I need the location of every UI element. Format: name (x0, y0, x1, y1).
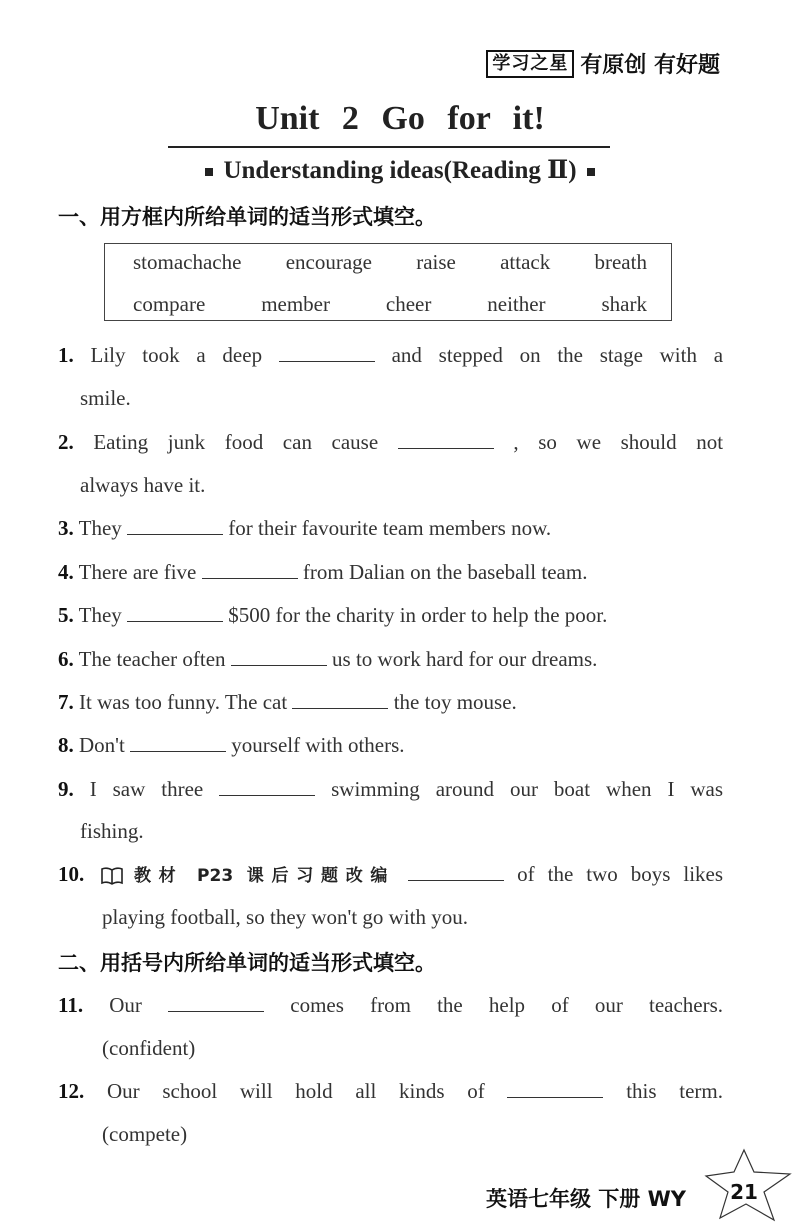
question-text: , so we should not (513, 430, 724, 454)
answer-blank[interactable] (127, 514, 223, 535)
question-number: 11. (58, 993, 84, 1017)
question-text: swimming around our boat when I was (331, 777, 724, 801)
question-12 (58, 1077, 723, 1104)
answer-blank[interactable] (231, 645, 327, 666)
bullet-square-icon (205, 168, 213, 176)
question-1 (58, 341, 723, 368)
word-box-row-1 (133, 250, 647, 275)
brand-logo: 学习之星 (486, 50, 574, 78)
question-text: and stepped on the stage with a (391, 343, 724, 367)
answer-blank[interactable] (398, 428, 494, 449)
question-2 (58, 428, 723, 455)
section-title-text: Understanding ideas(Reading Ⅱ) (223, 157, 577, 184)
question-9 (58, 775, 723, 802)
section-title (0, 155, 800, 185)
word-item: neither (487, 292, 546, 316)
brand-header (486, 48, 720, 79)
question-number: 7. (58, 690, 74, 714)
question-text: They (78, 516, 122, 540)
question-number: 3. (58, 516, 74, 540)
question-text: There are five (78, 560, 197, 584)
word-item: stomachache (133, 250, 242, 274)
answer-blank[interactable] (292, 688, 388, 709)
brand-tagline: 有原创 有好题 (580, 53, 720, 78)
bullet-square-icon (587, 168, 595, 176)
answer-blank[interactable] (127, 601, 223, 622)
question-number: 8. (58, 733, 74, 757)
question-text: of the two boys likes (517, 862, 724, 886)
question-text: $500 for the charity in order to help the poor. (228, 603, 608, 627)
page-number: 21 (730, 1180, 758, 1204)
question-text: Our (109, 993, 142, 1017)
word-item: cheer (385, 292, 432, 316)
word-item: encourage (285, 250, 372, 274)
word-item: member (261, 292, 330, 316)
question-5 (58, 601, 723, 628)
word-item: compare (133, 292, 206, 316)
question-text: Don't (79, 733, 125, 757)
question-2-cont: always have it. (80, 473, 206, 497)
answer-blank[interactable] (219, 775, 315, 796)
word-item: breath (594, 250, 647, 274)
answer-blank[interactable] (279, 341, 375, 362)
question-text: The teacher often (78, 647, 226, 671)
question-10 (58, 860, 723, 889)
question-number: 2. (58, 430, 74, 454)
title-underline (168, 146, 610, 148)
question-11-hint: (confident) (102, 1036, 196, 1060)
word-item: shark (601, 292, 647, 316)
question-text: They (78, 603, 122, 627)
question-number: 9. (58, 777, 74, 801)
textbook-note-text: 教材 P23 课后习题改编 (126, 866, 396, 886)
question-text: I saw three (89, 777, 204, 801)
question-9-cont: fishing. (80, 819, 144, 843)
textbook-note (97, 866, 395, 886)
word-box (104, 243, 672, 321)
question-12-hint: (compete) (102, 1122, 188, 1146)
question-3 (58, 514, 723, 541)
question-text: the toy mouse. (393, 690, 517, 714)
answer-blank[interactable] (130, 731, 226, 752)
question-number: 5. (58, 603, 74, 627)
question-text: Eating junk food can cause (93, 430, 379, 454)
footer-book-label: 英语七年级 下册 WY (486, 1187, 686, 1211)
question-number: 4. (58, 560, 74, 584)
question-text: Lily took a deep (90, 343, 263, 367)
question-number: 10. (58, 862, 85, 886)
answer-blank[interactable] (507, 1077, 603, 1098)
question-text: Our school will hold all kinds of (106, 1079, 485, 1103)
answer-blank[interactable] (168, 991, 264, 1012)
question-text: us to work hard for our dreams. (332, 647, 598, 671)
question-number: 6. (58, 647, 74, 671)
question-7 (58, 688, 723, 715)
question-4 (58, 558, 723, 585)
question-text: It was too funny. The cat (79, 690, 288, 714)
question-10-cont: playing football, so they won't go with you. (102, 905, 469, 929)
question-text: comes from the help of our teachers. (290, 993, 724, 1017)
question-6 (58, 645, 723, 672)
part2-heading: 二、用括号内所给单词的适当形式填空。 (58, 951, 436, 975)
question-1-cont: smile. (80, 386, 131, 410)
question-number: 12. (58, 1079, 85, 1103)
question-11 (58, 991, 723, 1018)
question-number: 1. (58, 343, 74, 367)
question-8 (58, 731, 723, 758)
word-item: raise (416, 250, 456, 274)
word-box-row-2 (133, 292, 647, 317)
unit-title: Unit 2 Go for it! (255, 100, 545, 137)
word-item: attack (500, 250, 551, 274)
question-text: yourself with others. (231, 733, 405, 757)
answer-blank[interactable] (202, 558, 298, 579)
answer-blank[interactable] (408, 860, 504, 881)
book-icon (101, 867, 123, 885)
question-text: this term. (626, 1079, 723, 1103)
question-text: for their favourite team members now. (228, 516, 552, 540)
question-text: from Dalian on the baseball team. (302, 560, 588, 584)
part1-heading: 一、用方框内所给单词的适当形式填空。 (58, 205, 436, 229)
